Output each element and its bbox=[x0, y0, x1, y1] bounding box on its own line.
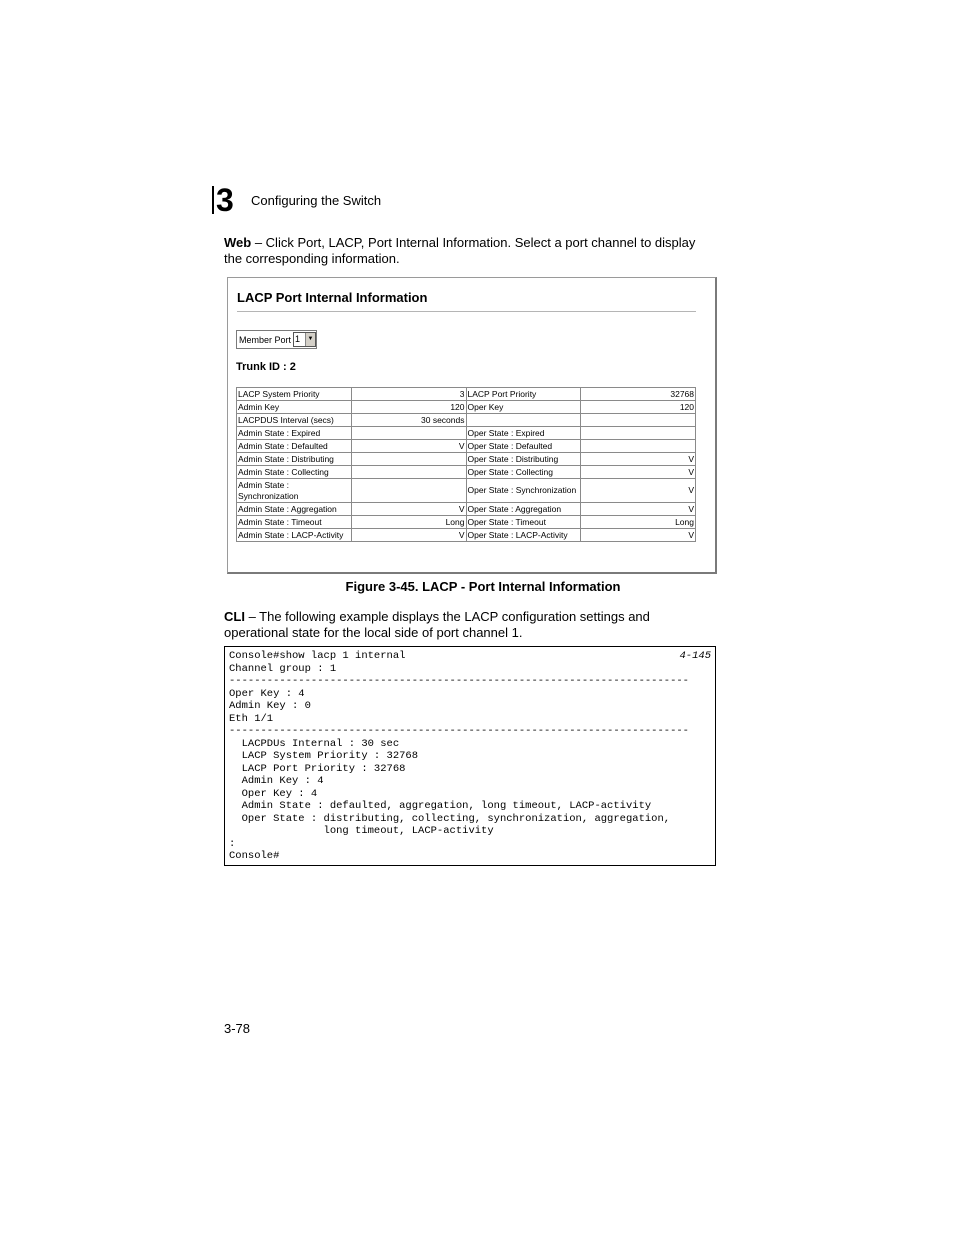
table-row bbox=[237, 516, 696, 529]
admin-field-value: Long bbox=[351, 516, 466, 529]
admin-field-label: Admin State : Timeout bbox=[237, 516, 352, 529]
oper-field-label bbox=[466, 414, 581, 427]
oper-field-label: Oper State : LACP-Activity bbox=[466, 529, 581, 542]
admin-field-label: Admin State : Aggregation bbox=[237, 503, 352, 516]
admin-field-label: LACP System Priority bbox=[237, 388, 352, 401]
code-line: Channel group : 1 bbox=[229, 662, 337, 675]
admin-field-value: 3 bbox=[351, 388, 466, 401]
web-instructions bbox=[224, 235, 716, 267]
table-row bbox=[237, 453, 696, 466]
lacp-port-internal-panel bbox=[227, 277, 717, 574]
code-line: : bbox=[229, 837, 236, 850]
code-line: long timeout, LACP-activity bbox=[229, 825, 494, 837]
admin-field-label: Admin State : Distributing bbox=[237, 453, 352, 466]
figure-caption: Figure 3-45. LACP - Port Internal Information bbox=[345, 579, 621, 594]
oper-field-label: Oper State : Timeout bbox=[466, 516, 581, 529]
table-row bbox=[237, 479, 696, 503]
admin-field-value: V bbox=[351, 503, 466, 516]
panel-title: LACP Port Internal Information bbox=[237, 290, 428, 305]
admin-field-label: Admin Key bbox=[237, 401, 352, 414]
admin-field-label: LACPDUS Interval (secs) bbox=[237, 414, 352, 427]
oper-field-value: V bbox=[581, 453, 696, 466]
cli-code-text bbox=[229, 650, 689, 863]
admin-field-label: Admin State : Collecting bbox=[237, 466, 352, 479]
cli-lead: CLI bbox=[224, 609, 245, 624]
oper-field-label: Oper State : Distributing bbox=[466, 453, 581, 466]
code-line: LACP System Priority : 32768 bbox=[229, 750, 419, 762]
code-line: Admin Key : 4 bbox=[229, 775, 324, 787]
page-number: 3-78 bbox=[224, 1021, 251, 1036]
member-port-control bbox=[236, 330, 317, 349]
admin-field-value: 30 seconds bbox=[351, 414, 466, 427]
code-line: Oper State : distributing, collecting, synchronization, aggregation, bbox=[229, 812, 671, 825]
member-port-select[interactable] bbox=[293, 332, 316, 347]
admin-field-value: 120 bbox=[351, 401, 466, 414]
code-line: Eth 1/1 bbox=[229, 712, 274, 725]
admin-field-value bbox=[351, 466, 466, 479]
code-line: Admin Key : 0 bbox=[229, 700, 311, 712]
oper-field-value bbox=[581, 427, 696, 440]
oper-field-value: 32768 bbox=[581, 388, 696, 401]
code-line: Admin State : defaulted, aggregation, long timeout, LACP-activity bbox=[229, 800, 652, 812]
code-line: LACPDUs Internal : 30 sec bbox=[229, 737, 400, 750]
admin-field-value bbox=[351, 427, 466, 440]
cli-text: – The following example displays the LACP configuration settings and operational state for the local side of port channel 1. bbox=[224, 609, 650, 640]
admin-field-label: Admin State : Expired bbox=[237, 427, 352, 440]
oper-field-value: Long bbox=[581, 516, 696, 529]
cli-code-block bbox=[224, 646, 716, 866]
cli-instructions bbox=[224, 609, 716, 641]
admin-field-value bbox=[351, 479, 466, 503]
table-row bbox=[237, 466, 696, 479]
code-line: Oper Key : 4 bbox=[229, 687, 305, 700]
oper-field-label: Oper State : Collecting bbox=[466, 466, 581, 479]
table-row bbox=[237, 503, 696, 516]
oper-field-value: 120 bbox=[581, 401, 696, 414]
lacp-info-table bbox=[236, 387, 696, 542]
code-line: ------------------------------------------------------------------------- bbox=[229, 675, 689, 687]
command-reference: 4-145 bbox=[679, 650, 711, 662]
oper-field-value: V bbox=[581, 503, 696, 516]
admin-field-value: V bbox=[351, 529, 466, 542]
web-lead: Web bbox=[224, 235, 252, 250]
admin-field-label: Admin State : Defaulted bbox=[237, 440, 352, 453]
panel-divider bbox=[237, 311, 696, 312]
admin-field-value: V bbox=[351, 440, 466, 453]
chapter-number: 3 bbox=[212, 186, 242, 214]
code-line: ------------------------------------------------------------------------- bbox=[229, 725, 689, 737]
oper-field-label: Oper State : Aggregation bbox=[466, 503, 581, 516]
admin-field-value bbox=[351, 453, 466, 466]
table-row bbox=[237, 388, 696, 401]
table-row bbox=[237, 440, 696, 453]
oper-field-label: Oper State : Defaulted bbox=[466, 440, 581, 453]
code-line: Console# bbox=[229, 850, 280, 862]
oper-field-value: V bbox=[581, 479, 696, 503]
member-port-label: Member Port bbox=[239, 335, 292, 345]
table-row bbox=[237, 427, 696, 440]
table-row bbox=[237, 401, 696, 414]
code-line: LACP Port Priority : 32768 bbox=[229, 762, 406, 775]
oper-field-label: Oper Key bbox=[466, 401, 581, 414]
oper-field-label: Oper State : Expired bbox=[466, 427, 581, 440]
oper-field-value: V bbox=[581, 529, 696, 542]
chapter-title: Configuring the Switch bbox=[251, 193, 382, 208]
oper-field-value bbox=[581, 414, 696, 427]
oper-field-label: Oper State : Synchronization bbox=[466, 479, 581, 503]
web-text: – Click Port, LACP, Port Internal Information. Select a port channel to display the corresponding information. bbox=[224, 235, 696, 266]
table-row bbox=[237, 414, 696, 427]
admin-field-label: Admin State : LACP-Activity bbox=[237, 529, 352, 542]
oper-field-value bbox=[581, 440, 696, 453]
oper-field-label: LACP Port Priority bbox=[466, 388, 581, 401]
code-line: Console#show lacp 1 internal bbox=[229, 650, 406, 662]
trunk-id: Trunk ID : 2 bbox=[236, 361, 296, 373]
table-row bbox=[237, 529, 696, 542]
chevron-down-icon[interactable]: ▼ bbox=[305, 333, 315, 346]
member-port-value: 1 bbox=[295, 334, 301, 344]
oper-field-value: V bbox=[581, 466, 696, 479]
admin-field-label: Admin State : Synchronization bbox=[237, 479, 352, 503]
code-line: Oper Key : 4 bbox=[229, 787, 318, 800]
